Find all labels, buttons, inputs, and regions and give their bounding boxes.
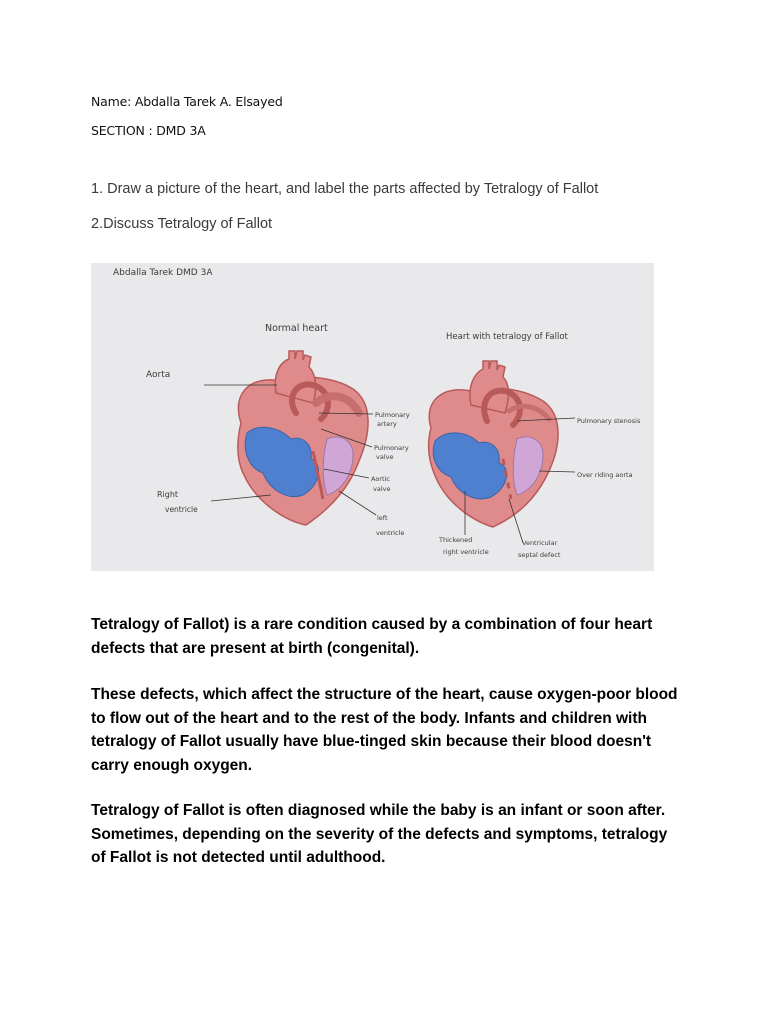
figure-signature: Abdalla Tarek DMD 3A [113, 268, 213, 278]
paragraph-definition: Tetralogy of Fallot) is a rare condition caused by a combination of four heart defects that are present at birth (congenital). [91, 616, 653, 657]
question-2: 2.Discuss Tetralogy of Fallot [91, 216, 273, 232]
label-vsd-1: Ventricular [522, 539, 558, 547]
label-aortic-valve-2: valve [373, 485, 391, 493]
figure-background [91, 263, 654, 571]
normal-heart-title: Normal heart [265, 323, 328, 334]
label-pulmonary-artery-2: artery [377, 420, 397, 428]
label-pulmonary-valve-2: valve [376, 453, 394, 461]
student-name: Name: Abdalla Tarek A. Elsayed [91, 94, 283, 109]
heart-diagram-svg [91, 263, 654, 571]
label-overriding-aorta: Over riding aorta [577, 471, 633, 479]
label-thickened-rv-2: right ventricle [443, 548, 489, 556]
label-aortic-valve-1: Aortic [371, 475, 390, 483]
tof-heart-title: Heart with tetralogy of Fallot [446, 332, 568, 342]
label-vsd-2: septal defect [518, 551, 561, 559]
label-aorta: Aorta [146, 370, 171, 380]
label-right-ventricle-1: Right [157, 490, 179, 499]
student-section: SECTION : DMD 3A [91, 123, 206, 138]
label-right-ventricle-2: ventricle [165, 505, 198, 514]
label-pulmonary-artery-1: Pulmonary [375, 411, 410, 419]
heart-diagram-figure [91, 263, 654, 571]
paragraph-effects: These defects, which affect the structure of the heart, cause oxygen-poor blood to flow out of the heart and to the rest of the body. Infants and children with tetralogy of Fallot usually have blue-tinged skin because their blood doesn't carry enough oxygen. [91, 686, 678, 774]
label-pulmonary-valve-1: Pulmonary [374, 444, 409, 452]
label-left-ventricle-1: left [377, 514, 388, 522]
question-1: 1. Draw a picture of the heart, and label the parts affected by Tetralogy of Fallot [91, 181, 599, 197]
label-thickened-rv-1: Thickened [439, 536, 473, 544]
label-pulmonary-stenosis: Pulmonary stenosis [577, 417, 641, 425]
paragraph-diagnosis: Tetralogy of Fallot is often diagnosed while the baby is an infant or soon after. Sometimes, depending on the severity of the defects and symptoms, tetralogy of Fallot is not detected until adulthood. [91, 802, 668, 866]
label-left-ventricle-2: ventricle [376, 529, 405, 537]
